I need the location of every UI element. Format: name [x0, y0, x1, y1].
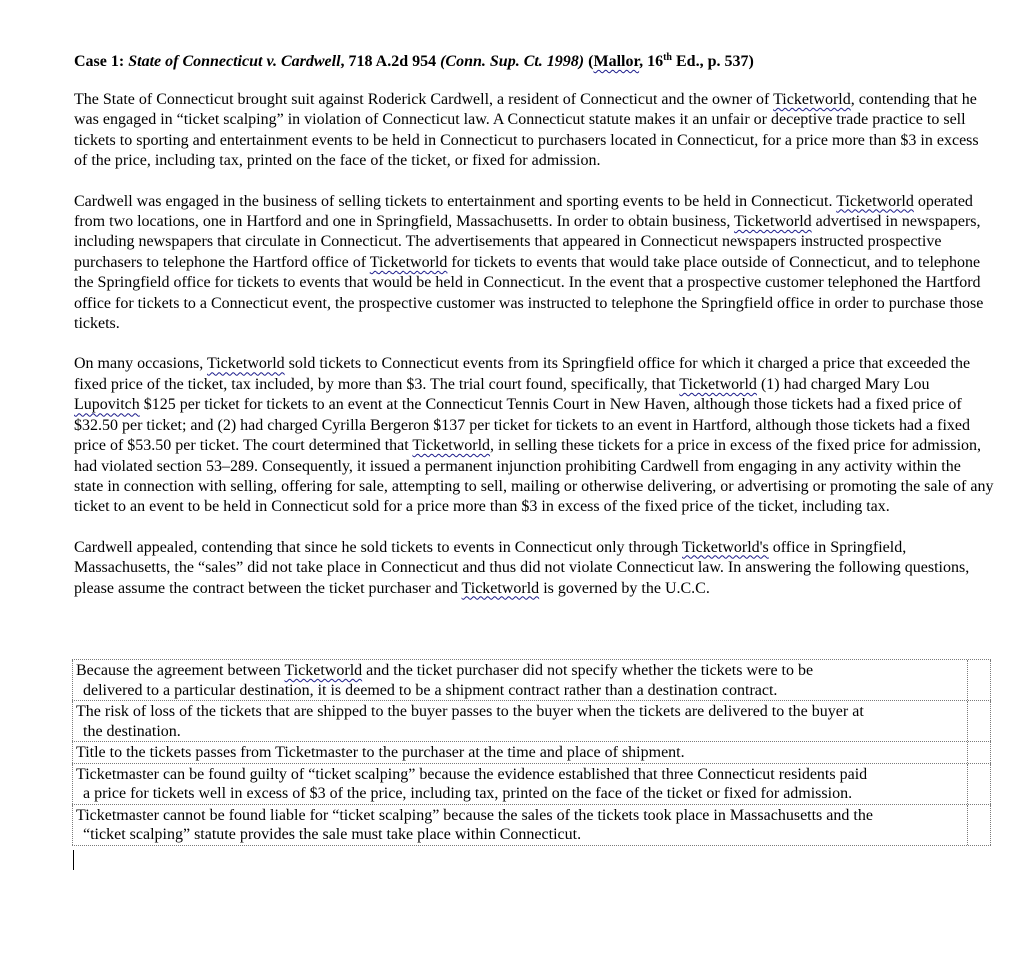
question-row — [72, 660, 991, 701]
paragraph-4 — [74, 538, 994, 599]
p3-ticketworld-2: Ticketworld — [679, 375, 757, 393]
p3-text-c: sold tickets to Connecticut events from its Springfield office for which it charged a price that exceeded the fixed price of the ticket, tax included, by more than $3. The trial court found, specifically, that — [74, 355, 971, 393]
p2-ticketworld-1: Ticketworld — [836, 192, 914, 210]
case-citation: , 718 A.2d 954 — [340, 53, 441, 70]
answer-cell[interactable] — [967, 660, 991, 700]
question-cell[interactable] — [72, 805, 967, 845]
source-prefix: ( — [584, 53, 594, 70]
question-row — [72, 701, 991, 742]
question-row — [72, 764, 991, 805]
p2-ticketworld-2: Ticketworld — [734, 213, 812, 231]
question-row — [72, 742, 991, 764]
paragraph-2 — [74, 192, 994, 335]
p1-ticketworld: Ticketworld — [773, 91, 851, 108]
answer-cell[interactable] — [967, 805, 991, 845]
case-name: State of Connecticut v. Cardwell — [128, 53, 341, 70]
q3-line-1: Title to the tickets passes from Ticketmaster to the purchaser at the time and place of shipment. — [76, 744, 685, 761]
p1-text-c: , contending that he was engaged in “ticket scalping” in violation of Connecticut law. A Connecticut statute makes it an unfair or deceptive trade practice to sell tickets to sporting and entertainment events to be held in Connecticut to purchasers located in Connecticut, for a price more than $3 in excess of the price, including tax, printed on the face of the ticket, or fixed for admission. — [74, 91, 979, 170]
p2-text-g: for tickets to events that would take place outside of Connecticut, and to telephone the Springfield office for tickets to events that would be held in Connecticut. In the event that a prospective customer telephoned the Hartford office for tickets to a Connecticut event, the prospective customer was instructed to telephone the Springfield office in order to purchase those tickets. — [74, 253, 984, 333]
question-cell[interactable] — [72, 742, 967, 763]
p2-text-e: advertised in newspapers, including newspapers that circulate in Connecticut. The advertisements that appeared in Connecticut newspapers instructed prospective purchasers to telephone the Hartford office of — [74, 213, 981, 271]
p3-text-e: (1) had charged Mary Lou — [756, 375, 930, 393]
answer-cell[interactable] — [967, 742, 991, 763]
source-edition-sup: th — [663, 52, 672, 63]
p2-ticketworld-3: Ticketworld — [369, 253, 448, 271]
q1-text-c: and the ticket purchaser did not specify whether the tickets were to be — [362, 662, 814, 679]
text-cursor — [73, 850, 74, 870]
q4-line-1: Ticketmaster can be found guilty of “ticket scalping” because the evidence established that three Connecticut residents paid — [76, 765, 868, 783]
case-label: Case 1: — [74, 53, 129, 70]
q2-line-1: The risk of loss of the tickets that are shipped to the buyer passes to the buyer when the tickets are delivered to the buyer at — [76, 703, 864, 720]
paragraph-3 — [74, 354, 994, 517]
source-author: Mallor — [593, 53, 640, 70]
p4-text-a: Cardwell appealed, contending that since he sold tickets to events in Connecticut only through — [74, 538, 683, 556]
q5-line-1: Ticketmaster cannot be found liable for “ticket scalping” because the sales of the tickets took place in Massachusetts and the — [76, 806, 873, 824]
p3-lupovitch: Lupovitch — [74, 396, 140, 414]
question-cell[interactable] — [72, 660, 967, 700]
q1-text-a: Because the agreement between — [76, 662, 285, 679]
p2-text-c: operated from two locations, one in Hartford and one in Springfield, Massachusetts. In order to obtain business, — [74, 192, 973, 231]
p3-ticketworld-1: Ticketworld — [207, 355, 285, 373]
q2-line-2: the destination. — [83, 722, 181, 740]
q1-line-2: delivered to a particular destination, it is deemed to be a shipment contract rather than a destination contract. — [83, 681, 778, 699]
p2-text-a: Cardwell was engaged in the business of selling tickets to entertainment and sporting events to be held in Connecticut. — [74, 192, 837, 210]
p4-ticketworlds: Ticketworld's — [682, 538, 769, 556]
case-heading — [74, 51, 994, 73]
p1-text-a: The State of Connecticut brought suit against Roderick Cardwell, a resident of Connecticut and the owner of — [74, 91, 774, 108]
p3-text-a: On many occasions, — [74, 355, 208, 373]
q5-line-2: “ticket scalping” statute provides the sale must take place within Connecticut. — [83, 826, 582, 843]
case-court: (Conn. Sup. Ct. 1998) — [440, 53, 585, 70]
questions-table — [72, 659, 991, 846]
p4-text-e: is governed by the U.C.C. — [539, 579, 710, 597]
q4-line-2: a price for tickets well in excess of $3 of the price, including tax, printed on the face of the ticket or fixed for admission. — [83, 785, 853, 802]
p4-text-c: office in Springfield, Massachusetts, the “sales” did not take place in Connecticut and thus did not violate Connecticut law. In answering the following questions, please assume the contract between the ticket purchaser and — [74, 538, 970, 597]
question-row — [72, 805, 991, 846]
answer-cell[interactable] — [967, 701, 991, 741]
source-suffix: Ed., p. 537) — [672, 53, 754, 70]
answer-cell[interactable] — [967, 764, 991, 804]
p3-text-g: $125 per ticket for tickets to an event at the Connecticut Tennis Court in New Haven, although those tickets had a fixed price of $32.50 per ticket; and (2) had charged Cyrilla Bergeron $137 per ticket for tickets to an event in Hartford, although those tickets had a fixed price of $53.50 per ticket. The court determined that — [74, 396, 971, 455]
source-edition: , 16 — [639, 53, 664, 70]
question-cell[interactable] — [72, 701, 967, 741]
p3-text-i: , in selling these tickets for a price in excess of the fixed price for admission, had violated section 53–289. Consequently, it issued a permanent injunction prohibiting Cardwell from engaging in any activity within the state in connection with selling, offering for sale, attempting to sell, mailing or otherwise delivering, or advertising or promoting the sale of any ticket to an event to be held in Connecticut sold for a price more than $3 in excess of the fixed price of the ticket, including tax. — [74, 437, 994, 516]
paragraph-1 — [74, 90, 994, 172]
p4-ticketworld: Ticketworld — [461, 579, 540, 597]
q1-ticketworld: Ticketworld — [284, 662, 363, 679]
p3-ticketworld-3: Ticketworld — [412, 437, 491, 455]
document-body — [74, 51, 994, 619]
question-cell[interactable] — [72, 764, 967, 804]
